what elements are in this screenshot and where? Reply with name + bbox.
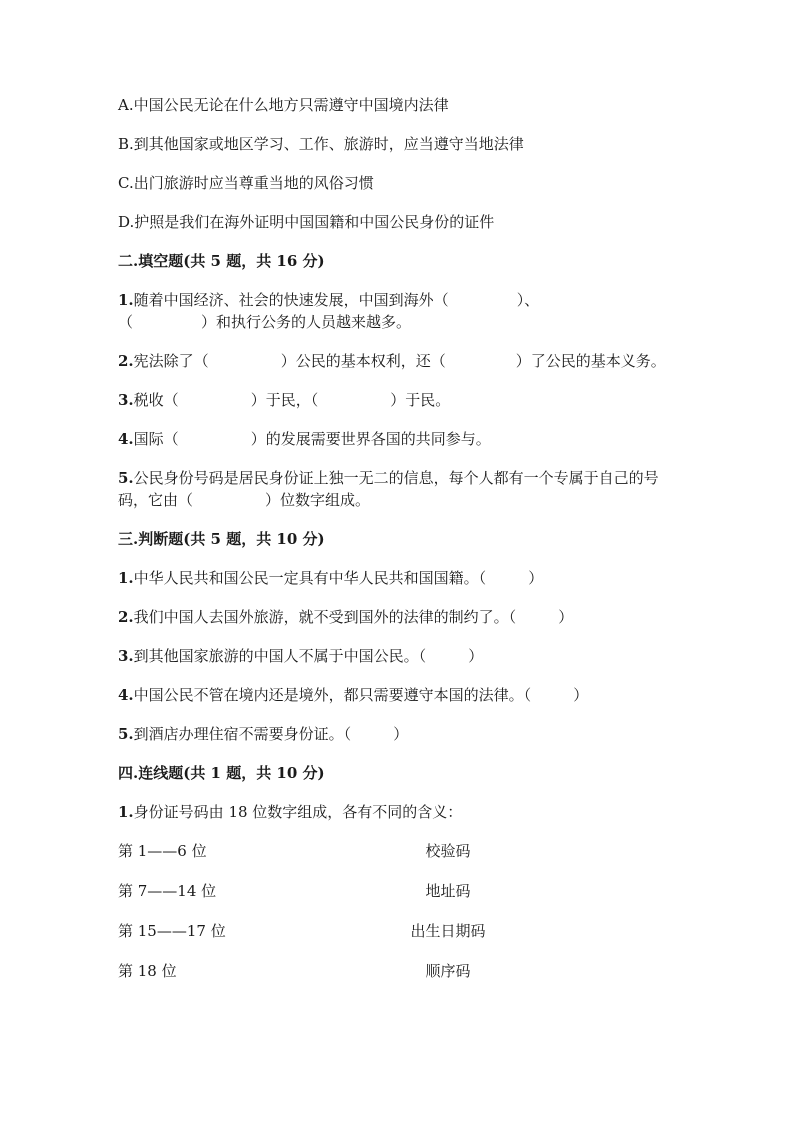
- fill-question-5: [118, 467, 678, 511]
- match-left-item[interactable]: 第 15——17 位: [118, 922, 226, 940]
- judge-question-5: [118, 723, 678, 745]
- question-number: 4.: [118, 686, 134, 704]
- option-d: D.护照是我们在海外证明中国国籍和中国公民身份的证件: [118, 213, 495, 231]
- question-number: 3.: [118, 647, 134, 665]
- fill-question-3: [118, 389, 678, 411]
- question-text: ）于民，（: [250, 391, 319, 409]
- question-text: ）于民。: [390, 391, 451, 409]
- fill-question-4: [118, 428, 678, 450]
- question-text: 宪法除了（: [133, 352, 209, 370]
- option-a: A.中国公民无论在什么地方只需遵守中国境内法律: [118, 96, 449, 114]
- question-text: ）: [468, 647, 484, 665]
- option-b: B.到其他国家或地区学习、工作、旅游时，应当遵守当地法律: [118, 135, 524, 153]
- match-right-item[interactable]: 出生日期码: [410, 922, 486, 940]
- match-right-item[interactable]: 顺序码: [425, 962, 471, 980]
- match-right-item[interactable]: 校验码: [425, 842, 471, 860]
- question-text: ）位数字组成。: [265, 491, 371, 509]
- question-number: 1.: [118, 291, 134, 309]
- question-text: ）: [573, 686, 589, 704]
- question-number: 1.: [118, 803, 134, 821]
- match-row-1: [118, 840, 678, 862]
- question-text: 身份证号码由 18 位数字组成，各有不同的含义：: [133, 803, 463, 821]
- question-text: ）: [558, 608, 574, 626]
- judge-question-2: [118, 606, 678, 628]
- question-text: 国际（: [133, 430, 179, 448]
- question-text: （: [118, 313, 134, 331]
- question-text: 公民身份号码是居民身份证上独一无二的信息，每个人都有一个专属于自己的号码，它由（: [118, 469, 659, 509]
- question-number: 5.: [118, 469, 134, 487]
- question-text: 中国公民不管在境内还是境外，都只需要遵守本国的法律。（: [133, 686, 532, 704]
- question-number: 3.: [118, 391, 134, 409]
- section-title-fill-in: 二.填空题(共 5 题，共 16 分): [118, 252, 325, 270]
- question-number: 4.: [118, 430, 134, 448]
- question-number: 1.: [118, 569, 134, 587]
- match-right-item[interactable]: 地址码: [425, 882, 471, 900]
- question-text: 中华人民共和国公民一定具有中华人民共和国国籍。（: [133, 569, 487, 587]
- question-text: ）公民的基本权利，还（: [280, 352, 446, 370]
- match-left-item[interactable]: 第 1——6 位: [118, 842, 207, 860]
- question-text: ）了公民的基本义务。: [515, 352, 666, 370]
- question-text: 税收（: [133, 391, 179, 409]
- question-text: ）: [528, 569, 544, 587]
- fill-question-2: [118, 350, 678, 372]
- question-text: ）和执行公务的人员越来越多。: [201, 313, 412, 331]
- worksheet-content: [118, 94, 678, 1000]
- section-title-matching: 四.连线题(共 1 题，共 10 分): [118, 764, 325, 782]
- question-number: 2.: [118, 352, 134, 370]
- fill-question-1: [118, 289, 678, 333]
- question-number: 5.: [118, 725, 134, 743]
- match-left-item[interactable]: 第 7——14 位: [118, 882, 217, 900]
- option-c: C.出门旅游时应当尊重当地的风俗习惯: [118, 174, 374, 192]
- question-text: ）: [393, 725, 409, 743]
- question-text: 我们中国人去国外旅游，就不受到国外的法律的制约了。（: [133, 608, 517, 626]
- section-title-true-false: 三.判断题(共 5 题，共 10 分): [118, 530, 325, 548]
- judge-question-4: [118, 684, 678, 706]
- question-text: 到其他国家旅游的中国人不属于中国公民。（: [133, 647, 427, 665]
- match-row-3: [118, 920, 678, 942]
- question-text: 到酒店办理住宿不需要身份证。（: [133, 725, 352, 743]
- question-text: ）的发展需要世界各国的共同参与。: [250, 430, 491, 448]
- question-text: 随着中国经济、社会的快速发展，中国到海外（: [133, 291, 449, 309]
- question-number: 2.: [118, 608, 134, 626]
- match-left-item[interactable]: 第 18 位: [118, 962, 177, 980]
- match-row-2: [118, 880, 678, 902]
- match-question-1: [118, 801, 678, 823]
- judge-question-1: [118, 567, 678, 589]
- match-row-4: [118, 960, 678, 982]
- question-text: ）、: [516, 291, 540, 309]
- judge-question-3: [118, 645, 678, 667]
